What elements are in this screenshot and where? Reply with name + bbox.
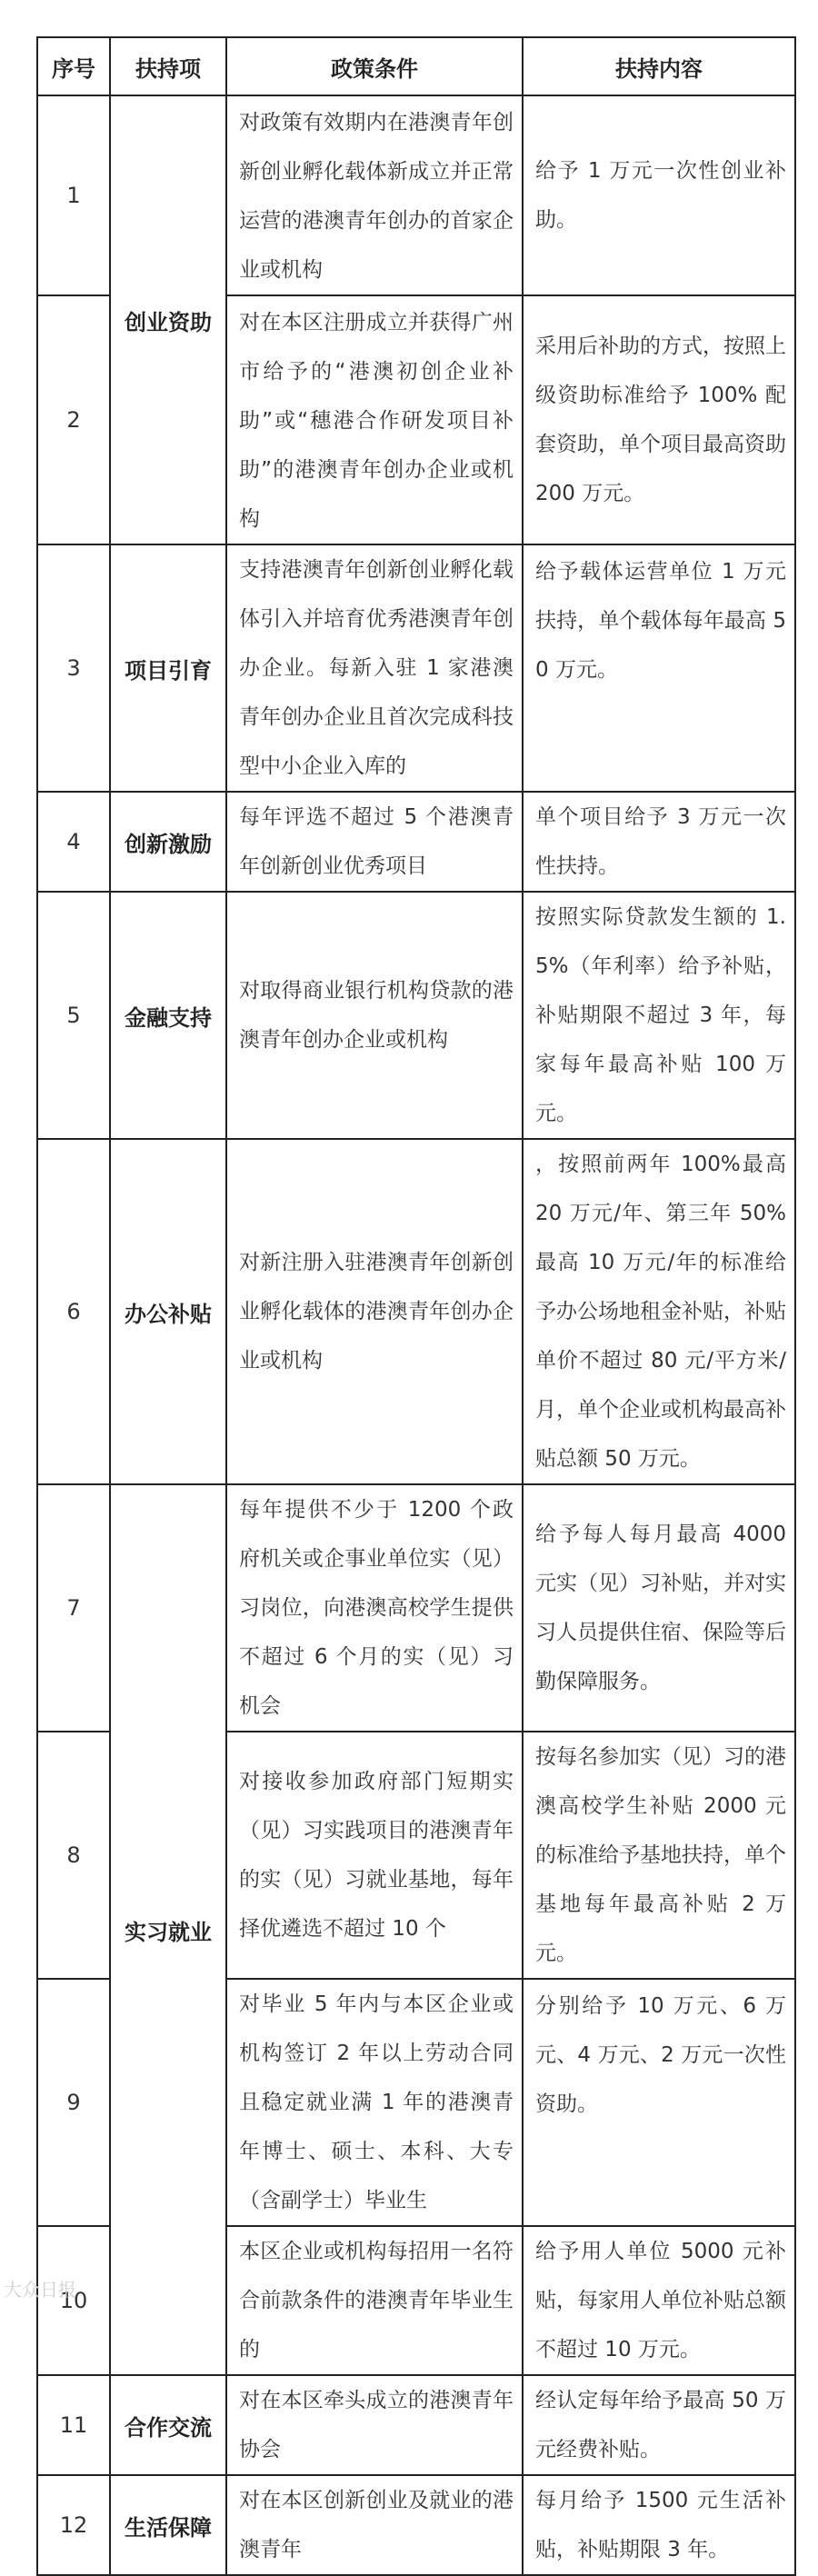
row-number: 2 [37, 295, 110, 544]
table-row [37, 544, 795, 792]
policy-condition: 每年评选不超过 5 个港澳青年创新创业优秀项目 [226, 792, 523, 892]
row-number: 7 [37, 1484, 110, 1732]
support-item: 金融支持 [110, 892, 226, 1139]
support-item: 合作交流 [110, 2375, 226, 2475]
row-number: 4 [37, 792, 110, 892]
support-content: 按照实际贷款发生额的 1.5%（年利率）给予补贴，补贴期限不超过 3 年，每家每年最高补贴 100 万元。 [523, 892, 795, 1139]
support-item: 生活保障 [110, 2475, 226, 2575]
support-content: 按每名参加实（见）习的港澳高校学生补贴 2000 元的标准给予基地扶持，单个基地每年最高补贴 2 万元。 [523, 1732, 795, 1979]
policy-condition: 支持港澳青年创新创业孵化载体引入并培育优秀港澳青年创办企业。每新入驻 1 家港澳青年创办企业且首次完成科技型中小企业入库的 [226, 544, 523, 792]
support-content: 给予 1 万元一次性创业补助。 [523, 95, 795, 295]
support-item: 项目引育 [110, 544, 226, 792]
policy-condition: 对取得商业银行机构贷款的港澳青年创办企业或机构 [226, 892, 523, 1139]
support-content: 采用后补助的方式，按照上级资助标准给予 100% 配套资助，单个项目最高资助 200 万元。 [523, 295, 795, 544]
header-condition: 政策条件 [226, 37, 523, 95]
header-content: 扶持内容 [523, 37, 795, 95]
policy-condition: 对毕业 5 年内与本区企业或机构签订 2 年以上劳动合同且稳定就业满 1 年的港澳青年博士、硕士、本科、大专（含副学士）毕业生 [226, 1979, 523, 2226]
table-row [37, 1484, 795, 1732]
table-row [37, 1139, 795, 1484]
support-content: ，按照前两年 100%最高 20 万元/年、第三年 50%最高 10 万元/年的标准给予办公场地租金补贴，补贴单价不超过 80 元/平方米/月，单个企业或机构最高补贴总额 50 万元。 [523, 1139, 795, 1484]
header-no: 序号 [37, 37, 110, 95]
support-content: 经认定每年给予最高 50 万元经费补贴。 [523, 2375, 795, 2475]
support-item: 创业资助 [110, 95, 226, 544]
support-item: 创新激励 [110, 792, 226, 892]
table-row [37, 95, 795, 295]
policy-condition: 对政策有效期内在港澳青年创新创业孵化载体新成立并正常运营的港澳青年创办的首家企业或机构 [226, 95, 523, 295]
policy-condition: 对在本区牵头成立的港澳青年协会 [226, 2375, 523, 2475]
policy-condition: 对接收参加政府部门短期实（见）习实践项目的港澳青年的实（见）习就业基地，每年择优遴选不超过 10 个 [226, 1732, 523, 1979]
support-content: 每月给予 1500 元生活补贴，补贴期限 3 年。 [523, 2475, 795, 2575]
support-content: 单个项目给予 3 万元一次性扶持。 [523, 792, 795, 892]
table-row [37, 2475, 795, 2575]
row-number: 8 [37, 1732, 110, 1979]
row-number: 1 [37, 95, 110, 295]
support-content: 分别给予 10 万元、6 万元、4 万元、2 万元一次性资助。 [523, 1979, 795, 2226]
policy-table [36, 36, 796, 2576]
row-number: 5 [37, 892, 110, 1139]
row-number: 10 [37, 2226, 110, 2375]
row-number: 9 [37, 1979, 110, 2226]
row-number: 3 [37, 544, 110, 792]
policy-condition: 对新注册入驻港澳青年创新创业孵化载体的港澳青年创办企业或机构 [226, 1139, 523, 1484]
support-content: 给予载体运营单位 1 万元扶持，单个载体每年最高 50 万元。 [523, 544, 795, 792]
table-row [37, 2375, 795, 2475]
policy-condition: 对在本区创新创业及就业的港澳青年 [226, 2475, 523, 2575]
support-item: 实习就业 [110, 1484, 226, 2375]
table-header-row [37, 37, 795, 95]
watermark-text: 大众日报 [4, 2279, 76, 2301]
support-content: 给予用人单位 5000 元补贴，每家用人单位补贴总额不超过 10 万元。 [523, 2226, 795, 2375]
row-number: 12 [37, 2475, 110, 2575]
row-number: 6 [37, 1139, 110, 1484]
row-number: 11 [37, 2375, 110, 2475]
header-item: 扶持项 [110, 37, 226, 95]
policy-condition: 对在本区注册成立并获得广州市给予的“港澳初创企业补助”或“穗港合作研发项目补助”的港澳青年创办企业或机构 [226, 295, 523, 544]
policy-condition: 每年提供不少于 1200 个政府机关或企事业单位实（见）习岗位，向港澳高校学生提供不超过 6 个月的实（见）习机会 [226, 1484, 523, 1732]
table-row [37, 892, 795, 1139]
policy-condition: 本区企业或机构每招用一名符合前款条件的港澳青年毕业生的 [226, 2226, 523, 2375]
table-row [37, 792, 795, 892]
support-item: 办公补贴 [110, 1139, 226, 1484]
support-content: 给予每人每月最高 4000 元实（见）习补贴，并对实习人员提供住宿、保险等后勤保障服务。 [523, 1484, 795, 1732]
